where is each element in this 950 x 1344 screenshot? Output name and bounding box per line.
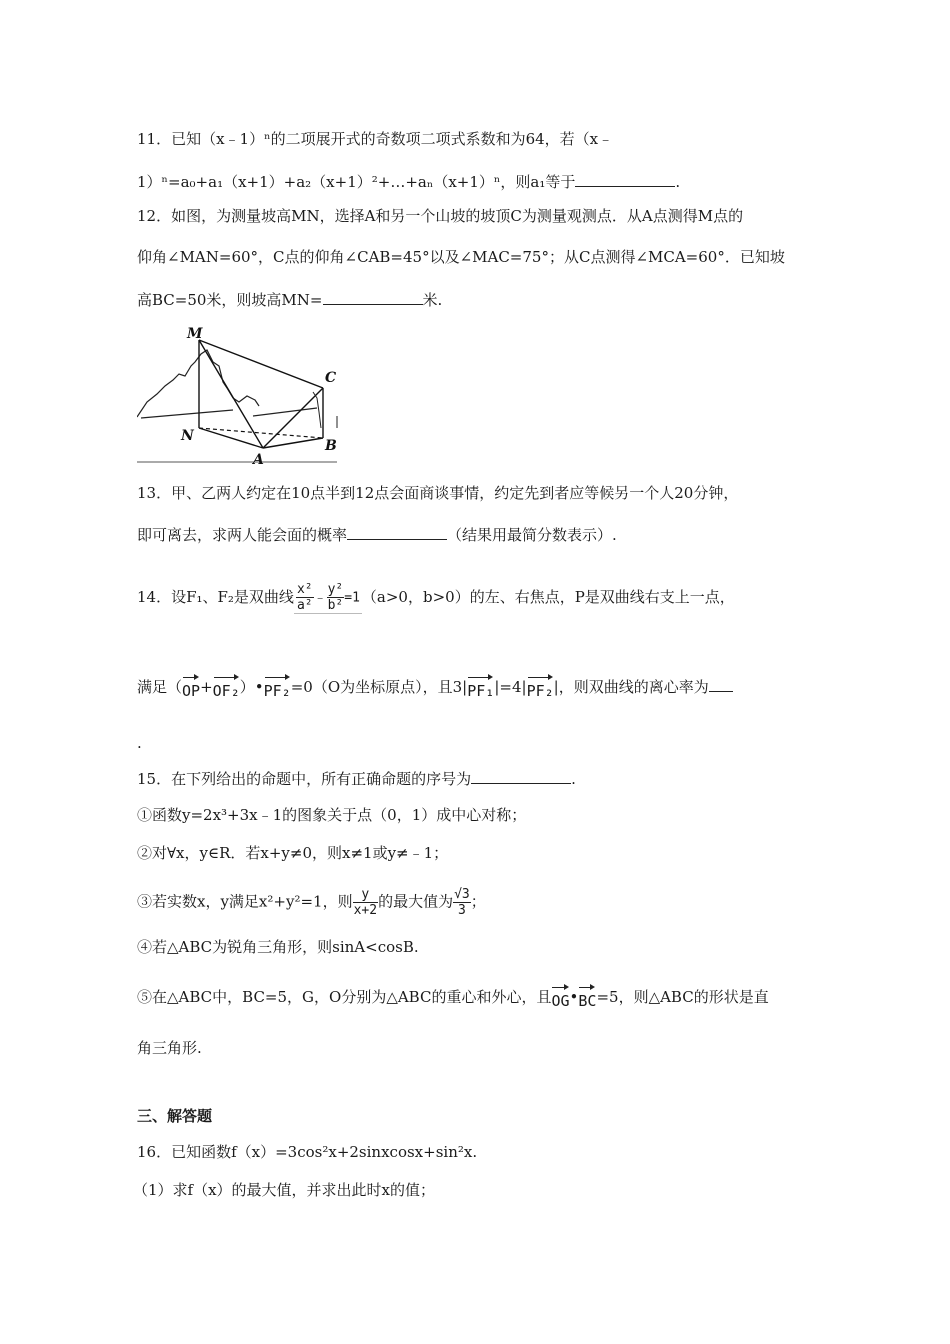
q14-plus: +	[200, 678, 213, 696]
q14-line1-rest: （a>0，b>0）的左、右焦点，P是双曲线右支上一点，	[361, 588, 735, 606]
q15-line1-end: .	[571, 770, 576, 788]
q12-figure-MC	[199, 340, 323, 388]
q15-item3-fraction	[353, 887, 378, 918]
q15-line1	[137, 767, 576, 789]
q14-eq-y-den: b²	[327, 598, 344, 613]
q12-figure-label-n: N	[181, 428, 194, 444]
q12-figure-label-a: A	[253, 452, 264, 467]
q14-eq-x-num: x²	[296, 582, 313, 597]
q12-figure-label-b: B	[325, 438, 337, 454]
q14-vector-pf2: PF₂	[264, 675, 291, 701]
q14-eq-y-fraction	[327, 582, 345, 613]
section-3-heading: 三、解答题	[137, 1107, 213, 1125]
q15-item-5	[137, 985, 769, 1011]
q12-figure-horizon-right	[253, 408, 317, 416]
q14-line2-ratio: |=4|	[494, 678, 527, 696]
q12-figure	[137, 322, 347, 467]
q12-figure-label-c: C	[325, 370, 337, 386]
q13-line2-note: （结果用最简分数表示）.	[447, 526, 617, 544]
q12-figure-mountain	[137, 350, 259, 417]
q14-paren-close: ）	[239, 678, 255, 696]
q15-item3-den2: 3	[457, 903, 466, 918]
q12-figure-horizon-left	[141, 410, 233, 418]
q14-vector-pf2-second: PF₂	[527, 675, 554, 701]
q16-line1: 16．已知函数f（x）=3cos²x+2sinxcosx+sin²x.	[137, 1143, 478, 1161]
q15-item3-num: y	[353, 887, 378, 903]
q12-line3-text: 高BC=50米，则坡高MN=	[137, 291, 323, 309]
q15-item3-end: ；	[470, 892, 486, 911]
q15-item3-answer-fraction	[453, 887, 471, 918]
q13-line2-text: 即可离去，求两人能会面的概率	[137, 526, 348, 544]
q14-line2-start: 满足（	[137, 678, 183, 696]
q14-line2-mid: =0（O为坐标原点），且3|	[290, 678, 468, 696]
q11-answer-blank	[575, 170, 675, 187]
q15-item5-dot: •	[569, 988, 579, 1006]
q12-unit: 米.	[422, 291, 443, 309]
q13-line1: 13．甲、乙两人约定在10点半到12点会面商谈事情，约定先到者应等候另一个人20分钟，	[137, 484, 739, 502]
q14-dot: •	[254, 678, 264, 696]
q14-line3: .	[137, 734, 142, 752]
q15-item5-rest: =5，则△ABC的形状是直	[596, 988, 769, 1006]
q15-item-2: ②对∀x，y∈R．若x+y≠0，则x≠1或y≠﹣1；	[137, 844, 449, 862]
q12-line1: 12．如图，为测量坡高MN，选择A和另一个山坡的坡顶C为测量观测点．从A点测得M点的	[137, 207, 744, 225]
q12-line2: 仰角∠MAN=60°，C点的仰角∠CAB=45°以及∠MAC=75°；从C点测得∠MCA=60°．已知坡	[137, 248, 785, 266]
q15-line1-text: 15．在下列给出的命题中，所有正确命题的序号为	[137, 770, 472, 788]
q15-vector-og: OG	[551, 985, 569, 1011]
q15-item3-den: x+2	[353, 903, 378, 918]
q13-line2	[137, 523, 617, 545]
q14-line2	[137, 675, 733, 701]
q11-line2-text: 1）ⁿ=a₀+a₁（x+1）+a₂（x+1）²+…+aₙ（x+1）ⁿ，则a₁等于	[137, 173, 576, 191]
q14-line1	[137, 582, 735, 614]
q15-item3-sqrt: √3	[454, 887, 470, 902]
q14-hyperbola-equation	[294, 582, 362, 614]
q12-figure-label-m: M	[187, 326, 203, 342]
q15-vector-bc: BC	[578, 985, 596, 1011]
q11-line1: 11．已知（x﹣1）ⁿ的二项展开式的奇数项二项式系数和为64，若（x﹣	[137, 130, 614, 148]
q14-eq-x-fraction	[296, 582, 314, 613]
q15-item-1: ①函数y=2x³+3x﹣1的图象关于点（0，1）成中心对称；	[137, 806, 527, 824]
q15-item5-line2: 角三角形.	[137, 1039, 202, 1057]
q14-vector-op: OP	[182, 675, 200, 701]
q11-end: .	[675, 173, 681, 191]
q14-answer-blank	[709, 675, 733, 692]
q12-line3	[137, 288, 442, 310]
q15-item3-text: ③若实数x，y满足x²+y²=1，则	[137, 892, 353, 911]
q14-eq-x-den: a²	[296, 598, 313, 613]
q12-answer-blank	[323, 288, 423, 305]
q15-item-4: ④若△ABC为锐角三角形，则sinA<cosB.	[137, 938, 419, 956]
q14-eq-minus: ﹣	[313, 590, 327, 606]
q14-eq-rhs: =1	[344, 590, 360, 606]
q15-item3-middle: 的最大值为	[378, 892, 454, 911]
q16-sub1: （1）求f（x）的最大值，并求出此时x的值；	[133, 1181, 436, 1199]
q15-answer-blank	[471, 767, 571, 784]
q14-vector-pf1: PF₁	[467, 675, 494, 701]
q13-answer-blank	[347, 523, 447, 540]
q15-item5-text: ⑤在△ABC中，BC=5，G，O分别为△ABC的重心和外心，且	[137, 988, 552, 1006]
q14-line2-end: |，则双曲线的离心率为	[553, 678, 709, 696]
q14-line1-text: 14．设F₁、F₂是双曲线	[137, 588, 294, 606]
q12-figure-NB	[199, 428, 323, 438]
q14-vector-of2: OF₂	[213, 675, 240, 701]
q14-eq-y-num: y²	[327, 582, 344, 597]
q11-line2	[137, 170, 680, 192]
q15-item-3	[137, 887, 486, 918]
q12-figure-MA	[199, 340, 263, 448]
